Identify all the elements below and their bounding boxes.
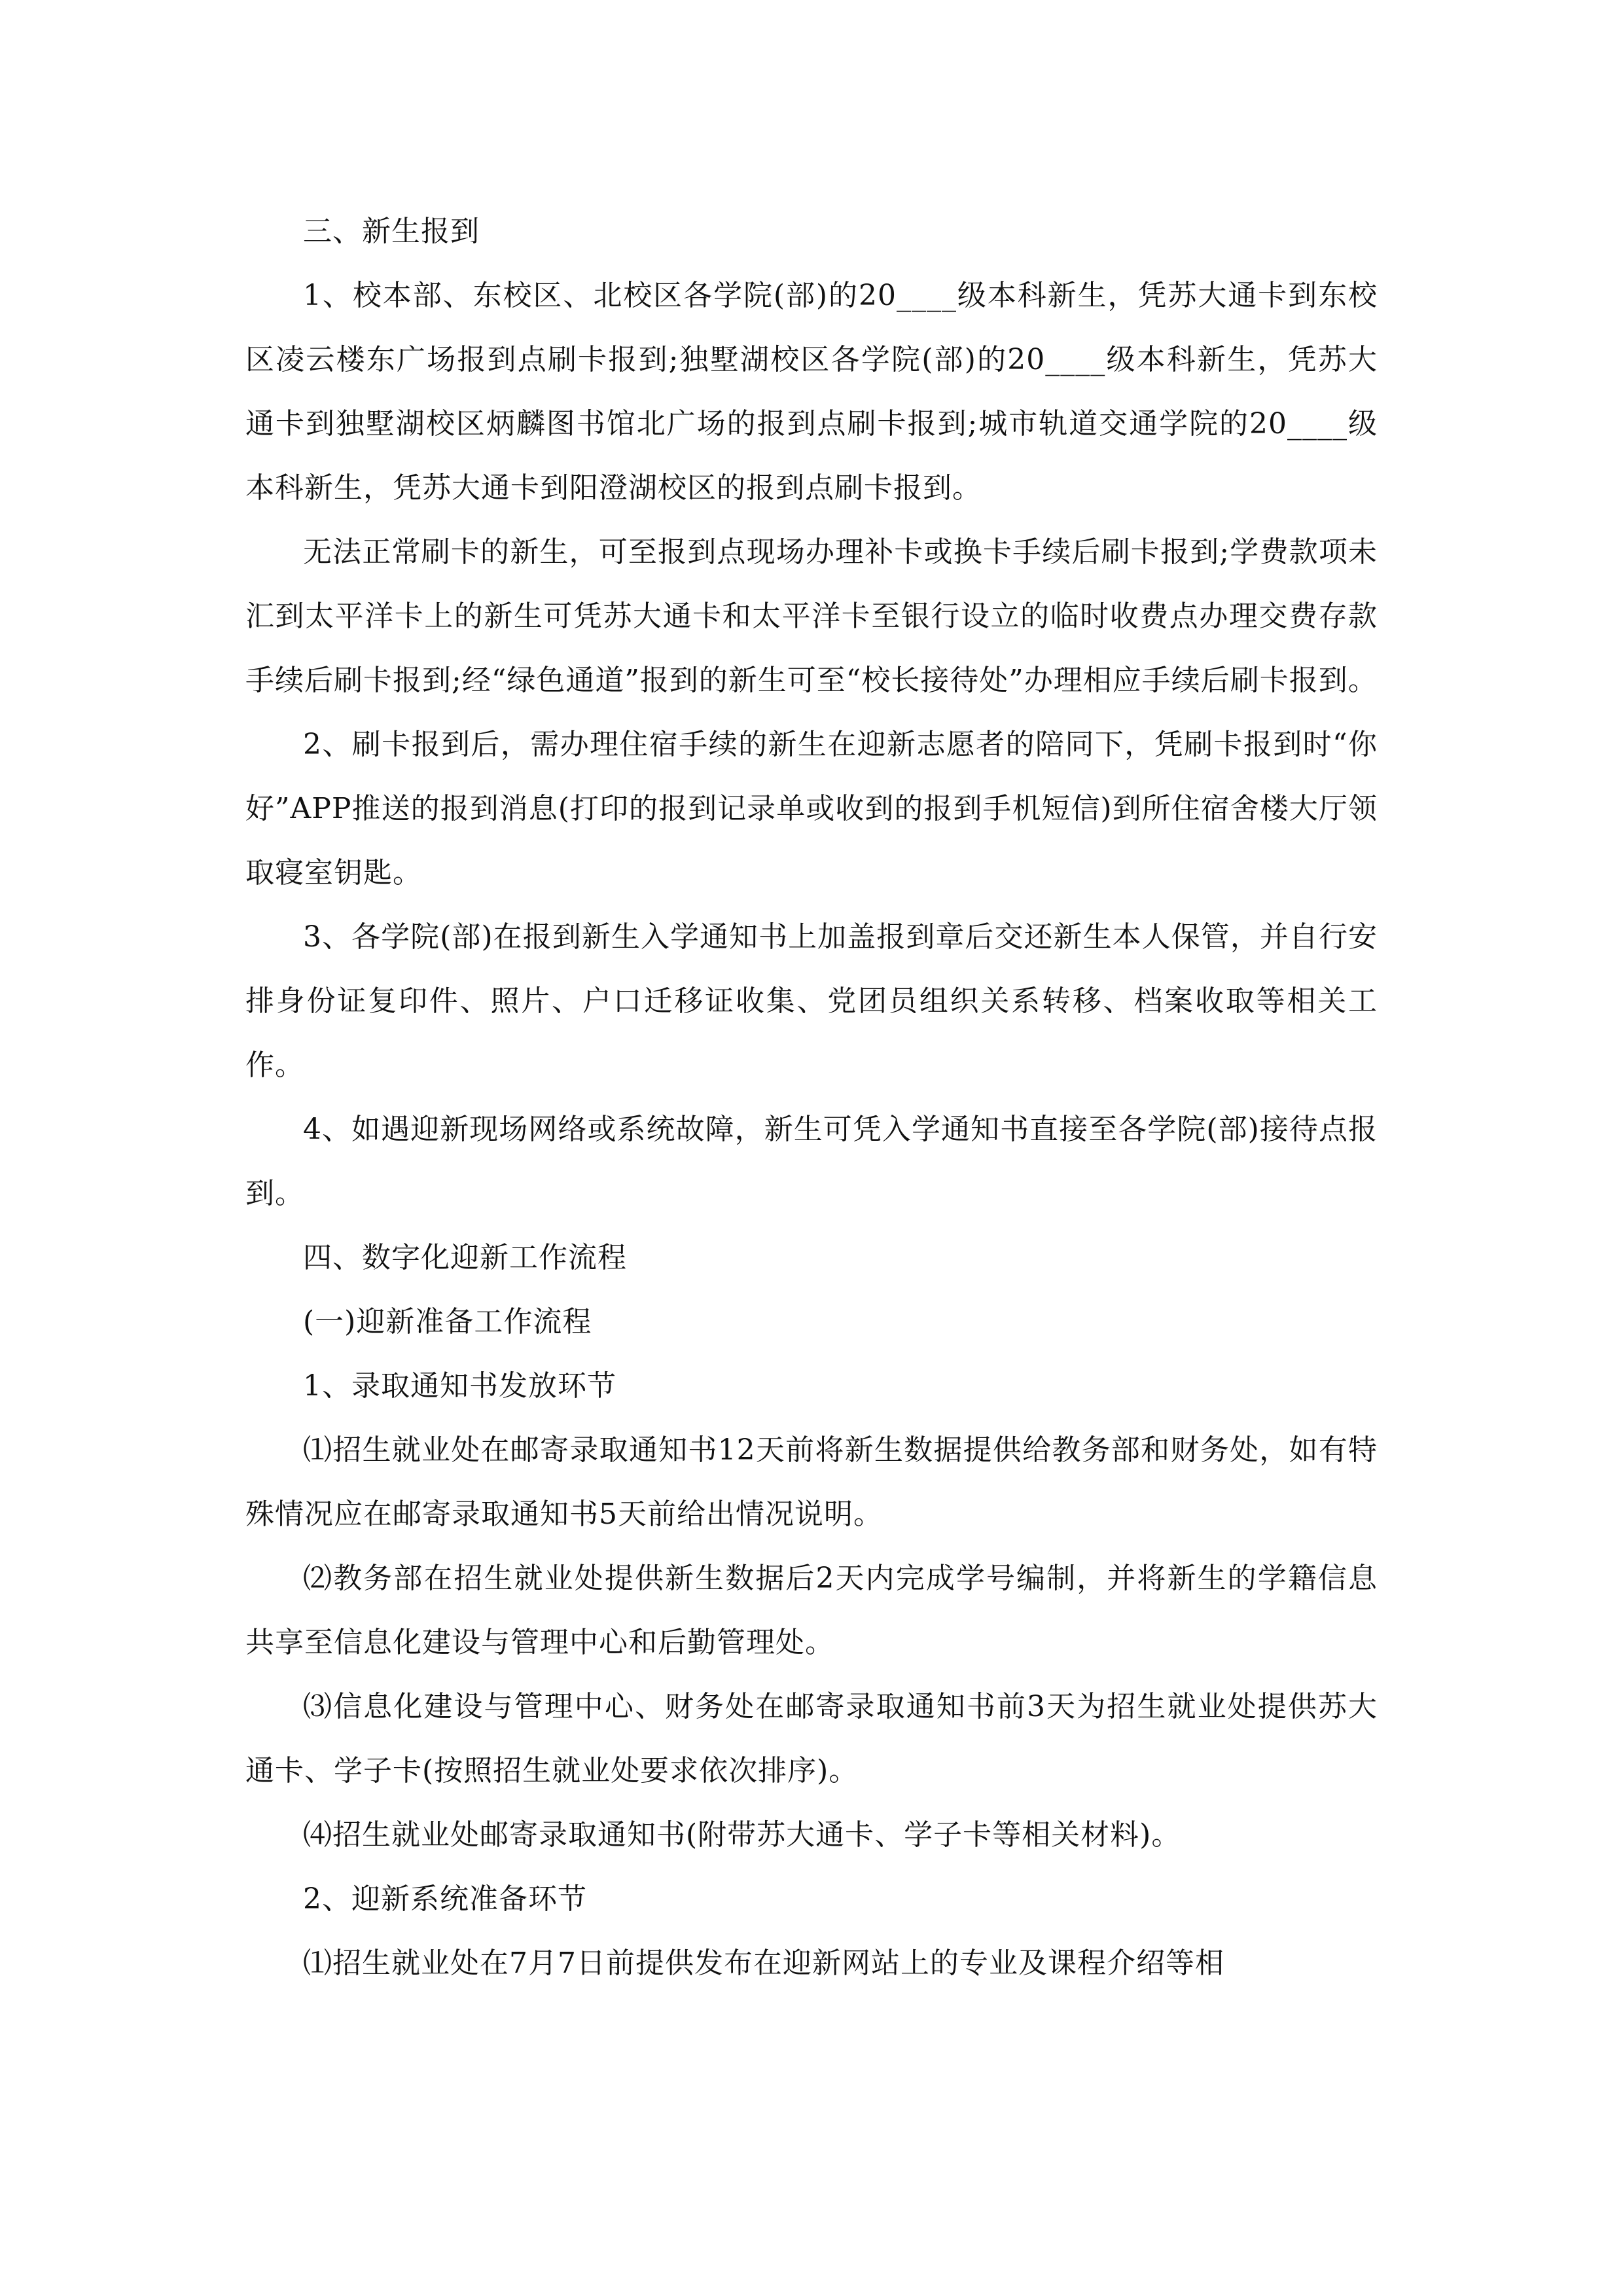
list-item: ⑴招生就业处在7月7日前提供发布在迎新网站上的专业及课程介绍等相 [303, 1946, 1224, 1980]
paragraph: 1、校本部、东校区、北校区各学院(部)的20____级本科新生，凭苏大通卡到东校区凌云楼东广场报到点刷卡报到;独墅湖校区各学院(部)的20____级本科新生，凭苏大通卡到独墅湖校区炳麟图书馆北广场的报到点刷卡报到;城市轨道交通学院的20____级本科新生，凭苏大通卡到阳澄湖校区的报到点刷卡报到。 [245, 279, 1378, 505]
document-body [245, 200, 1378, 1996]
subsection-heading: 2、迎新系统准备环节 [303, 1882, 587, 1916]
paragraph: 2、刷卡报到后，需办理住宿手续的新生在迎新志愿者的陪同下，凭刷卡报到时“你好”APP推送的报到消息(打印的报到记录单或收到的报到手机短信)到所住宿舍楼大厅领取寝室钥匙。 [245, 728, 1378, 889]
section-heading-workflow: 四、数字化迎新工作流程 [303, 1241, 627, 1274]
list-item: ⑴招生就业处在邮寄录取通知书12天前将新生数据提供给教务部和财务处，如有特殊情况应在邮寄录取通知书5天前给出情况说明。 [245, 1433, 1378, 1531]
paragraph: 无法正常刷卡的新生，可至报到点现场办理补卡或换卡手续后刷卡报到;学费款项未汇到太平洋卡上的新生可凭苏大通卡和太平洋卡至银行设立的临时收费点办理交费存款手续后刷卡报到;经“绿色通道”报到的新生可至“校长接待处”办理相应手续后刷卡报到。 [245, 535, 1378, 697]
paragraph: 3、各学院(部)在报到新生入学通知书上加盖报到章后交还新生本人保管，并自行安排身份证复印件、照片、户口迁移证收集、党团员组织关系转移、档案收取等相关工作。 [245, 920, 1378, 1082]
list-item: ⑶信息化建设与管理中心、财务处在邮寄录取通知书前3天为招生就业处提供苏大通卡、学子卡(按照招生就业处要求依次排序)。 [245, 1690, 1378, 1787]
subsection-heading: 1、录取通知书发放环节 [303, 1369, 616, 1403]
section-heading-registration: 三、新生报到 [303, 215, 480, 248]
list-item: ⑷招生就业处邮寄录取通知书(附带苏大通卡、学子卡等相关材料)。 [303, 1818, 1181, 1852]
paragraph: 4、如遇迎新现场网络或系统故障，新生可凭入学通知书直接至各学院(部)接待点报到。 [245, 1113, 1378, 1210]
list-item: ⑵教务部在招生就业处提供新生数据后2天内完成学号编制，并将新生的学籍信息共享至信息化建设与管理中心和后勤管理处。 [245, 1562, 1378, 1659]
subsection-heading: (一)迎新准备工作流程 [303, 1305, 592, 1338]
